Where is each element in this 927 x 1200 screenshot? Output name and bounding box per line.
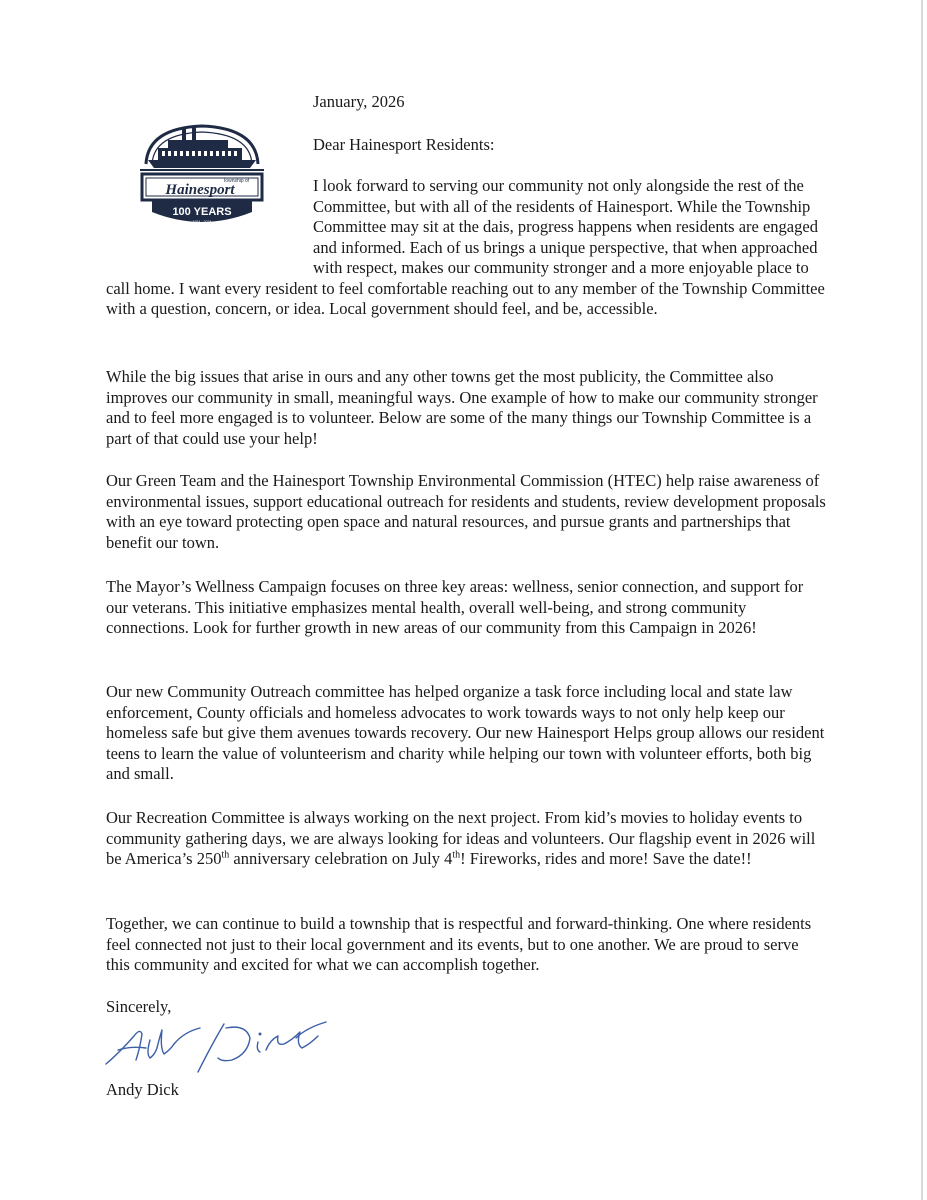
svg-text:1924 · 2024: 1924 · 2024 xyxy=(192,220,212,224)
recreation-text-1: Our Recreation Committee is always working on the next project. From kid’s movies to holiday events to community gathering days, we are always looking for ideas and volunteers. Our flagship event in 2026 will be America’s 250 xyxy=(106,808,816,868)
intro-paragraph-text: I look forward to serving our community not only alongside the rest of the Committee, but with all of the residents of Hainesport. While the Township Committee may sit at the dais, progress happens when residents are engaged and informed. Each of us brings a unique perspective, that when approached with respect, makes our community stronger and a more enjoyable place to call home. I want every resident to feel comfortable reaching out to any member of the Township Committee with a question, concern, or idea. Local government should feel, and be, accessible. xyxy=(106,176,825,318)
recreation-text-3: ! Fireworks, rides and more! Save the date!! xyxy=(460,849,752,868)
volunteer-paragraph: While the big issues that arise in ours and any other towns get the most publicity, the Committee also improves our community in small, meaningful ways. One example of how to make our community stronger and to feel more engaged is to volunteer. Below are some of the many things our Township Committee is a part of that could use your help! xyxy=(106,367,818,448)
handwritten-signature xyxy=(100,1014,340,1078)
closing-salutation: Sincerely, xyxy=(106,997,172,1016)
recreation-paragraph xyxy=(106,808,826,870)
closing-paragraph: Together, we can continue to build a township that is respectful and forward-thinking. One where residents feel connected not just to their local government and its events, but to one another. We are proud to serve this community and excited for what we can accomplish together. xyxy=(106,914,812,974)
superscript-th: th xyxy=(221,849,230,861)
wellness-campaign-paragraph: The Mayor’s Wellness Campaign focuses on three key areas: wellness, senior connection, and support for our veterans. This initiative emphasizes mental health, overall well-being, and strong community connections. Look for further growth in new areas of our community from this Campaign in 2026! xyxy=(106,577,804,637)
salutation: Dear Hainesport Residents: xyxy=(313,135,495,154)
green-team-paragraph: Our Green Team and the Hainesport Township Environmental Commission (HTEC) help raise awareness of environmental issues, support educational outreach for residents and students, review development proposals with an eye toward protecting open space and natural resources, and pursue grants and partnerships that benefit our town. xyxy=(106,471,826,552)
letter-date: January, 2026 xyxy=(313,92,405,111)
svg-text:Township of: Township of xyxy=(222,178,250,184)
svg-text:Hainesport: Hainesport xyxy=(165,182,235,198)
scan-edge-line xyxy=(921,0,923,1200)
recreation-text-2: anniversary celebration on July 4 xyxy=(229,849,453,868)
community-outreach-paragraph: Our new Community Outreach committee has helped organize a task force including local and state law enforcement, County officials and homeless advocates to work towards ways to not only help keep our homeless safe but give them avenues towards recovery. Our new Hainesport Helps group allows our resident teens to learn the value of volunteerism and charity while helping our town with volunteer efforts, both big and small. xyxy=(106,682,825,783)
signer-name: Andy Dick xyxy=(106,1080,179,1099)
svg-text:100 YEARS: 100 YEARS xyxy=(172,206,232,218)
superscript-th: th xyxy=(452,849,461,861)
intro-paragraph xyxy=(106,176,826,320)
